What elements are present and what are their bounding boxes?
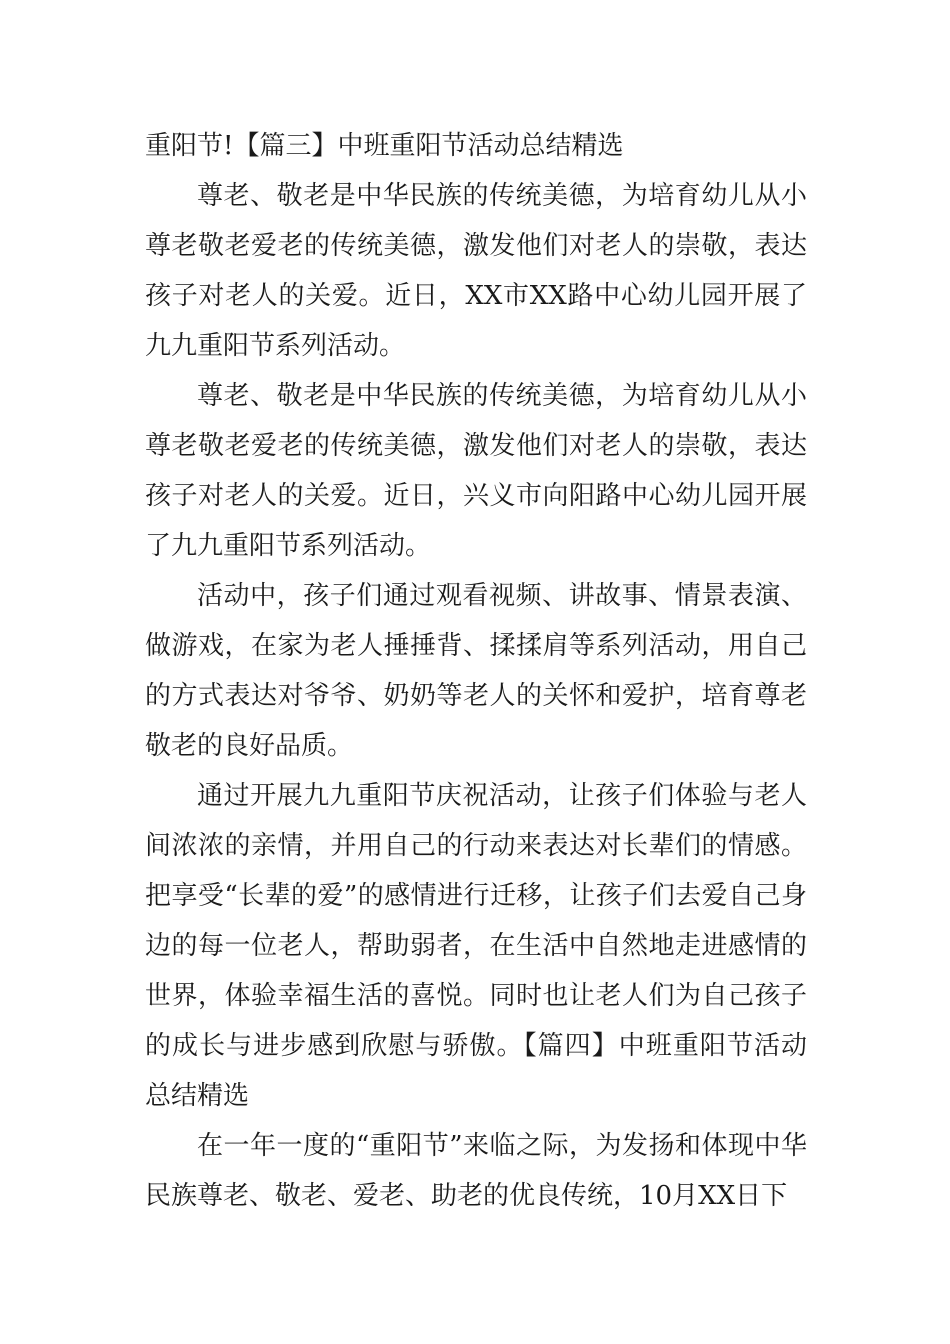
paragraph: 尊老、敬老是中华民族的传统美德，为培育幼儿从小尊老敬老爱老的传统美德，激发他们对老人的崇敬，表达孩子对老人的关爱。近日，兴义市向阳路中心幼儿园开展了九九重阳节系列活动。 [145,381,807,561]
paragraph: 活动中，孩子们通过观看视频、讲故事、情景表演、做游戏，在家为老人捶捶背、揉揉肩等系列活动，用自己的方式表达对爷爷、奶奶等老人的关怀和爱护，培育尊老敬老的良好品质。 [145,581,807,761]
paragraph: 在一年一度的“重阳节”来临之际，为发扬和体现中华民族尊老、敬老、爱老、助老的优良传统，10月XX日下 [145,1131,807,1211]
paragraph-continuation: 重阳节!【篇三】中班重阳节活动总结精选 [145,131,624,161]
paragraph: 通过开展九九重阳节庆祝活动，让孩子们体验与老人间浓浓的亲情，并用自己的行动来表达对长辈们的情感。把享受“长辈的爱”的感情进行迁移，让孩子们去爱自己身边的每一位老人，帮助弱者，在生活中自然地走进感情的世界，体验幸福生活的喜悦。同时也让老人们为自己孩子的成长与进步感到欣慰与骄傲。【篇四】中班重阳节活动总结精选 [145,781,807,1111]
document-body [145,121,807,1221]
paragraph: 尊老、敬老是中华民族的传统美德，为培育幼儿从小尊老敬老爱老的传统美德，激发他们对老人的崇敬，表达孩子对老人的关爱。近日，XX市XX路中心幼儿园开展了九九重阳节系列活动。 [145,181,807,361]
